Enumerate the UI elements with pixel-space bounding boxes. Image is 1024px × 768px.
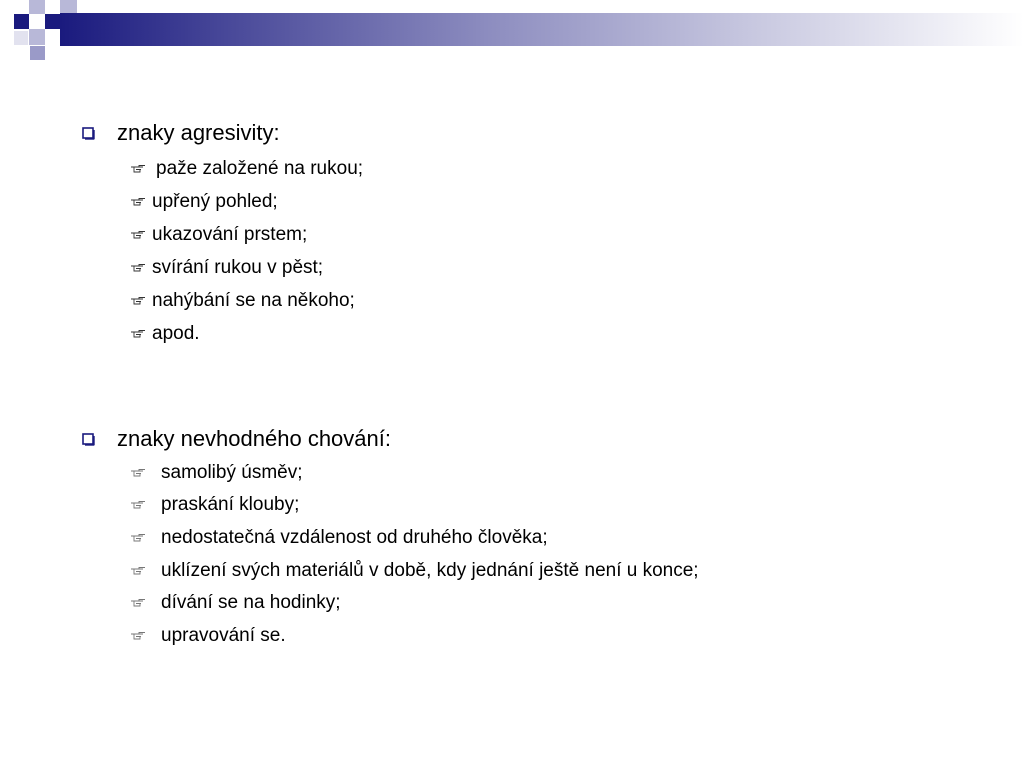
pointing-hand-icon: [130, 631, 146, 641]
list-item-text: praskání klouby;: [161, 494, 300, 515]
pointing-hand-icon: [130, 164, 146, 174]
section-header: [82, 426, 391, 452]
section-title: znaky nevhodného chování:: [117, 426, 391, 451]
list-item: [130, 624, 286, 648]
list-item: [130, 190, 278, 214]
pointing-hand-icon: [130, 598, 146, 608]
list-item-text: apod.: [152, 323, 200, 344]
decor-square: [60, 0, 77, 13]
list-item-text: paže založené na rukou;: [156, 158, 364, 179]
list-item-text: ukazování prstem;: [152, 224, 308, 245]
list-item-text: nahýbání se na někoho;: [152, 290, 355, 311]
list-item: [130, 322, 200, 346]
list-item-text: dívání se na hodinky;: [161, 592, 341, 613]
pointing-hand-icon: [130, 296, 146, 306]
list-item-text: nedostatečná vzdálenost od druhého člověka;: [161, 527, 548, 548]
gradient-bar: [60, 13, 1024, 46]
pointing-hand-icon: [130, 197, 146, 207]
list-item: [130, 559, 699, 583]
pointing-hand-icon: [130, 329, 146, 339]
pointing-hand-icon: [130, 263, 146, 273]
decor-square: [14, 14, 29, 29]
decor-square: [29, 0, 45, 14]
list-item-text: upřený pohled;: [152, 191, 278, 212]
list-item-text: samolibý úsměv;: [161, 462, 303, 483]
list-item: [130, 223, 307, 247]
list-item: [130, 289, 355, 313]
list-item: [130, 591, 341, 615]
pointing-hand-icon: [130, 533, 146, 543]
decor-square: [29, 29, 45, 45]
hollow-square-icon: [82, 127, 95, 140]
section-header: [82, 120, 280, 146]
section-title: znaky agresivity:: [117, 120, 280, 145]
list-item-text: upravování se.: [161, 625, 286, 646]
pointing-hand-icon: [130, 230, 146, 240]
pointing-hand-icon: [130, 566, 146, 576]
decor-square: [14, 31, 28, 45]
list-item: [130, 493, 299, 517]
pointing-hand-icon: [130, 500, 146, 510]
list-item-text: uklízení svých materiálů v době, kdy jednání ještě není u konce;: [161, 560, 699, 581]
decor-square: [45, 14, 60, 29]
list-item: [130, 526, 548, 550]
decor-square: [30, 46, 45, 60]
list-item: [130, 461, 303, 485]
hollow-square-icon: [82, 433, 95, 446]
list-item-text: svírání rukou v pěst;: [152, 257, 324, 278]
list-item: [130, 157, 363, 181]
pointing-hand-icon: [130, 468, 146, 478]
list-item: [130, 256, 323, 280]
